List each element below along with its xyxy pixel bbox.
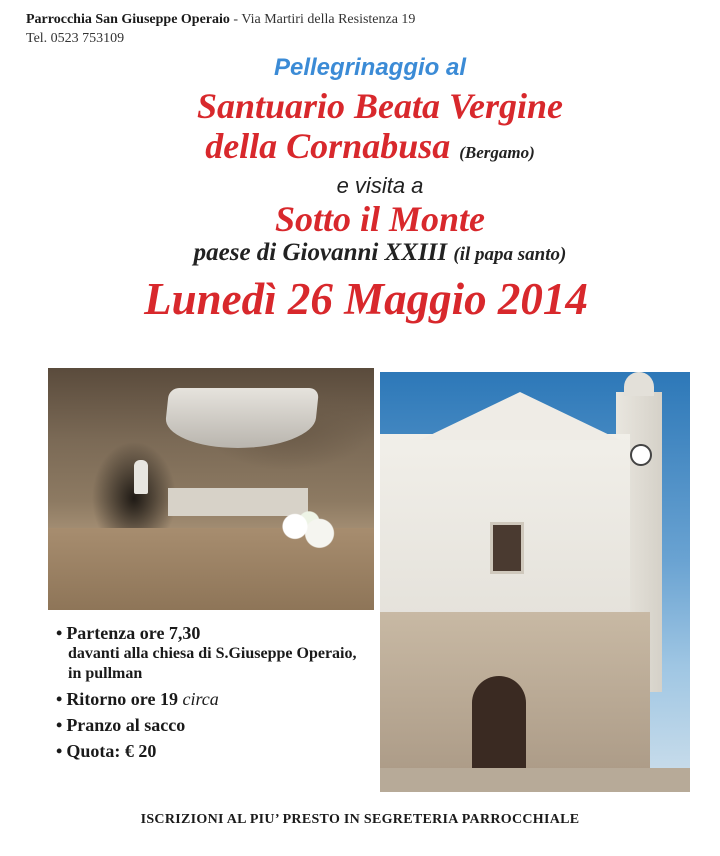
departure-time: Partenza ore 7,30	[66, 623, 201, 643]
parish-address: - Via Martiri della Resistenza 19	[229, 12, 416, 27]
madonna-statue	[134, 460, 148, 494]
bullet: •	[56, 623, 63, 643]
header	[26, 10, 415, 48]
return-item	[56, 688, 386, 710]
grotto-canopy	[163, 388, 319, 448]
registration-note: ISCRIZIONI AL PIU’ PRESTO IN SEGRETERIA PARROCCHIALE	[140, 812, 580, 827]
church-facade-photo	[380, 372, 690, 792]
town-description: paese di Giovanni XXIII	[193, 239, 448, 266]
title-block	[0, 54, 720, 325]
sanctuary-title: Santuario Beata Vergine	[196, 86, 564, 126]
parish-phone: Tel. 0523 753109	[26, 31, 125, 46]
bullet: •	[56, 715, 63, 735]
return-time: Ritorno ore 19	[66, 689, 178, 709]
pope-note: (il papa santo)	[453, 244, 567, 265]
intro-text: Pellegrinaggio al	[273, 54, 467, 81]
tower-clock	[630, 444, 652, 466]
fee-item	[56, 740, 386, 762]
fee-text: Quota: € 20	[66, 741, 157, 761]
church-steps	[380, 768, 690, 792]
sanctuary-title-2	[20, 126, 720, 173]
departure-item	[56, 622, 386, 684]
town-subtitle	[40, 239, 720, 267]
lunch-item	[56, 714, 386, 736]
departure-transport: in pullman	[68, 665, 143, 682]
tower-top	[624, 372, 654, 396]
return-note: circa	[182, 689, 219, 709]
sanctuary-location: della Cornabusa	[205, 126, 451, 166]
flower-bouquet	[274, 508, 344, 554]
event-date: Lunedì 26 Maggio 2014	[144, 274, 588, 324]
visit-text: e visita a	[336, 173, 424, 198]
bullet: •	[56, 741, 63, 761]
bullet: •	[56, 689, 63, 709]
trip-info	[56, 622, 386, 766]
church-door	[472, 676, 526, 768]
church-window	[490, 522, 524, 574]
departure-place: davanti alla chiesa di S.Giuseppe Operaio,	[68, 645, 357, 662]
lunch-text: Pranzo al sacco	[66, 715, 186, 735]
parish-name: Parrocchia San Giuseppe Operaio	[26, 12, 230, 27]
town-title: Sotto il Monte	[274, 199, 486, 239]
province-note: (Bergamo)	[459, 143, 535, 162]
grotto-sanctuary-photo	[48, 368, 374, 610]
church-pediment	[420, 392, 620, 440]
